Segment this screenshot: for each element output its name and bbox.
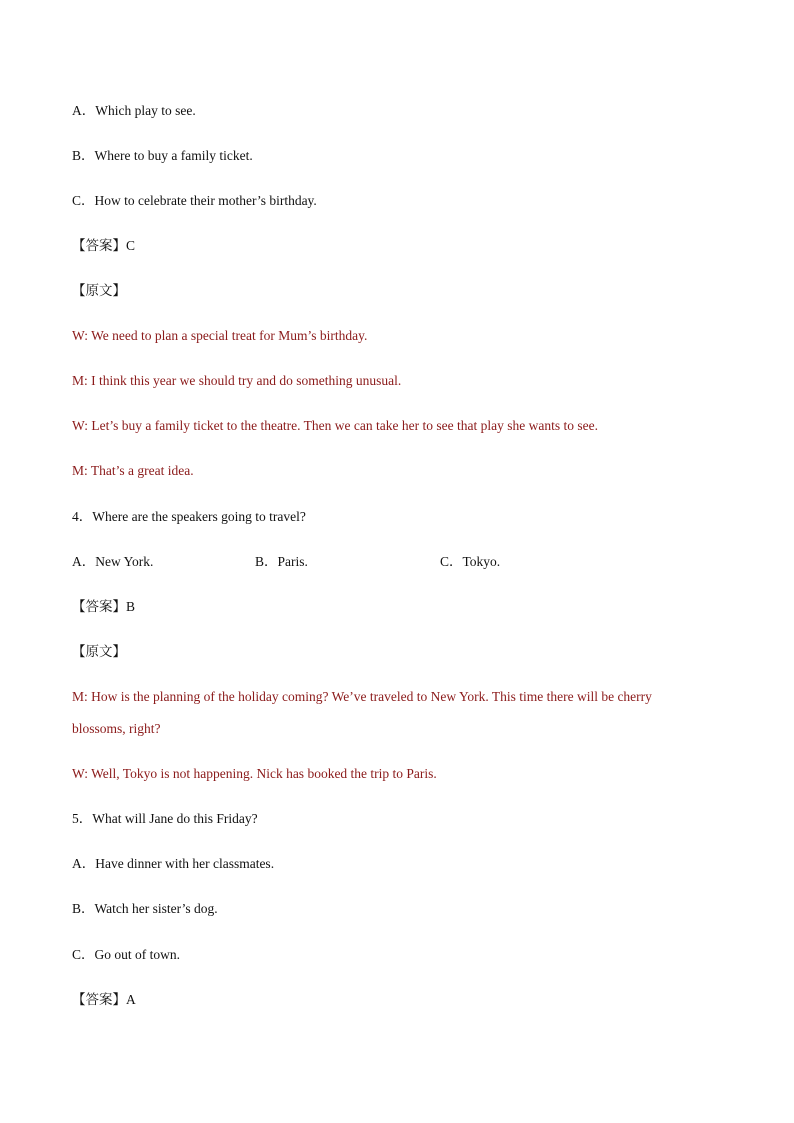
answer-tag: 【答案】 bbox=[72, 599, 126, 614]
q4-option-c: C．Tokyo. bbox=[440, 554, 501, 569]
q4-options-row bbox=[72, 553, 722, 571]
q3-option-b: B．Where to buy a family ticket. bbox=[72, 148, 253, 163]
q5-option-b: B．Watch her sister’s dog. bbox=[72, 901, 218, 916]
q4-option-b: B．Paris. bbox=[255, 554, 308, 569]
q4-transcript-line: M: How is the planning of the holiday coming? We’ve traveled to New York. This time there will be cherry bbox=[72, 689, 652, 704]
q5-option-c: C．Go out of town. bbox=[72, 947, 180, 962]
answer-value: C bbox=[126, 238, 136, 253]
answer-tag: 【答案】 bbox=[72, 238, 126, 253]
q5-option-a: A．Have dinner with her classmates. bbox=[72, 856, 275, 871]
q3-transcript-line: W: Let’s buy a family ticket to the theatre. Then we can take her to see that play she wants to see. bbox=[72, 418, 598, 433]
answer-value: A bbox=[126, 992, 136, 1007]
q3-transcript-line: M: That’s a great idea. bbox=[72, 463, 194, 478]
q4-transcript-line-cont: blossoms, right? bbox=[72, 721, 161, 736]
q5-answer bbox=[72, 991, 136, 1009]
q5-question: 5．What will Jane do this Friday? bbox=[72, 811, 258, 826]
q4-transcript-line: W: Well, Tokyo is not happening. Nick has booked the trip to Paris. bbox=[72, 766, 437, 781]
q4-answer bbox=[72, 598, 135, 616]
q3-option-c: C．How to celebrate their mother’s birthday. bbox=[72, 193, 317, 208]
q4-transcript-tag: 【原文】 bbox=[72, 644, 126, 659]
answer-value: B bbox=[126, 599, 136, 614]
q4-option-a: A．New York. bbox=[72, 554, 154, 569]
q3-transcript-line: M: I think this year we should try and do something unusual. bbox=[72, 373, 402, 388]
q4-question: 4．Where are the speakers going to travel? bbox=[72, 509, 306, 524]
q3-transcript-tag: 【原文】 bbox=[72, 283, 126, 298]
q3-option-a: A．Which play to see. bbox=[72, 103, 196, 118]
q3-transcript-line: W: We need to plan a special treat for Mum’s birthday. bbox=[72, 328, 368, 343]
answer-tag: 【答案】 bbox=[72, 992, 126, 1007]
q3-answer bbox=[72, 237, 135, 255]
